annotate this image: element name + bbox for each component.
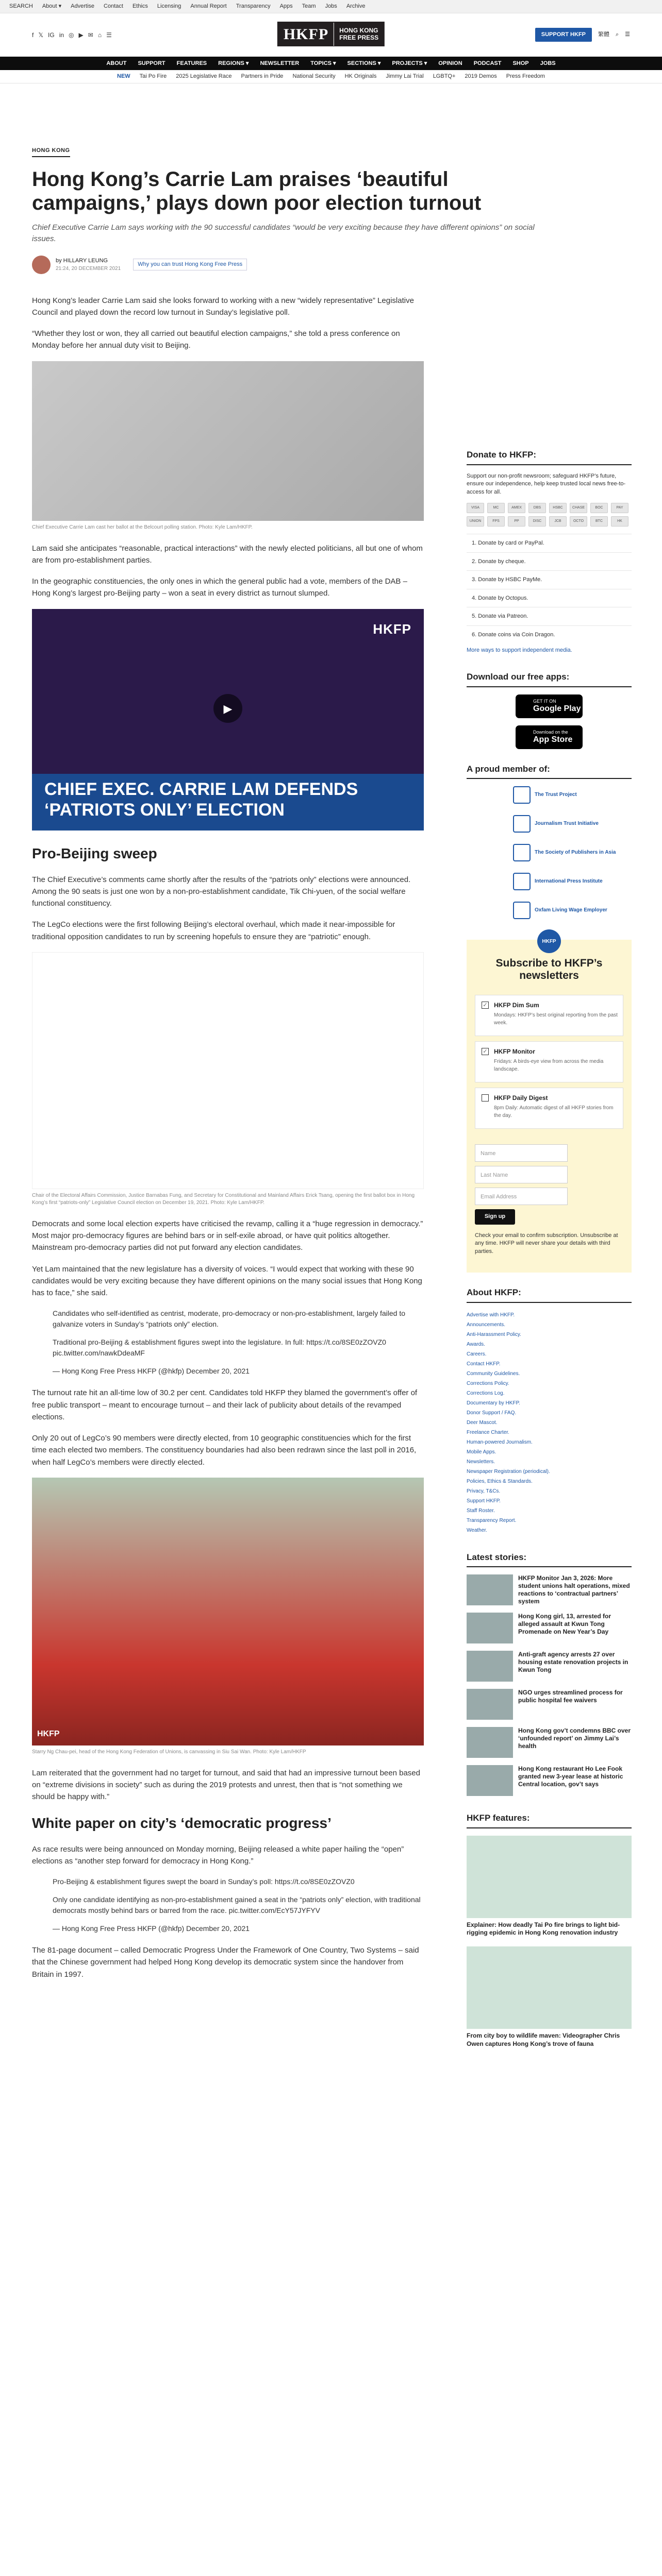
last-name-input[interactable]: Last Name	[475, 1166, 568, 1183]
newsletter-title: Subscribe to HKFP’s newsletters	[495, 957, 603, 982]
trending-new-label: NEW	[117, 73, 130, 80]
topbar-link[interactable]: Ethics	[132, 3, 148, 10]
checkbox[interactable]: ✓	[482, 1002, 489, 1009]
social-icon[interactable]: IG	[48, 31, 55, 39]
logo-mark: HKFP	[284, 23, 334, 46]
paragraph: “Whether they lost or won, they all carried out beautiful election campaigns,” she told a press conference on Monday before her annual duty visit to Beijing.	[32, 329, 400, 350]
about-link[interactable]: Corrections Policy.	[467, 1380, 509, 1386]
member-logo[interactable]	[513, 786, 632, 804]
story-title[interactable]: HKFP Monitor Jan 3, 2026: More student unions halt operations, mixed reactions to ‘contractual partners’ system	[518, 1574, 630, 1605]
topbar-link[interactable]: SEARCH	[9, 3, 33, 10]
story-thumbnail	[467, 1651, 513, 1682]
payment-icon: BTC	[590, 516, 608, 527]
nav-item[interactable]: NEWSLETTER	[260, 60, 300, 66]
payment-icon: VISA	[467, 503, 484, 513]
topbar-link[interactable]: Annual Report	[190, 3, 227, 10]
member-name: Oxfam Living Wage Employer	[535, 907, 607, 913]
member-icon	[513, 786, 531, 804]
social-icon[interactable]: f	[32, 31, 34, 39]
social-icon[interactable]: ☰	[106, 31, 112, 39]
option-name: HKFP Daily Digest	[494, 1094, 548, 1101]
author-name[interactable]: by HILLARY LEUNG	[56, 257, 108, 264]
nav-item[interactable]: PODCAST	[473, 60, 502, 66]
story-title[interactable]: Hong Kong girl, 13, arrested for alleged assault at Kwun Tong Promenade on New Year’s Day	[518, 1613, 611, 1636]
first-name-input[interactable]: Name	[475, 1144, 568, 1162]
logo-line2: FREE PRESS	[339, 34, 379, 41]
option-desc: 8pm Daily: Automatic digest of all HKFP stories from the day.	[494, 1105, 614, 1118]
article-standfirst: Chief Executive Carrie Lam says working with the 90 successful candidates “would be very exciting because they have different opinions” on social issues.	[32, 223, 535, 243]
more-support-link[interactable]: More ways to support independent media.	[467, 647, 572, 654]
tweet-text: Candidates who self-identified as centrist, moderate, pro-democracy or non-pro-establishment, largely failed to galvanize voters in Sunday’s “patriots only” election.	[53, 1309, 406, 1329]
payment-icon: DBS	[528, 503, 546, 513]
story-title[interactable]: Hong Kong gov’t condemns BBC over ‘unfounded report’ on Jimmy Lai’s health	[518, 1727, 631, 1750]
paragraph: Lam reiterated that the government had no target for turnout, and said that had an impressive turnout been based on “extreme divisions in society” such as during the 2019 protests and unrest, then that is “not something we should be happy with.”	[32, 1768, 420, 1802]
donate-option[interactable]: 5. Donate via Patreon.	[467, 607, 632, 625]
donate-text: Support our non-profit newsroom; safeguard HKFP’s future, ensure our independence, help keep trusted local news free-to-access for all.	[467, 472, 626, 496]
video-embed[interactable]	[32, 609, 424, 831]
member-icon	[513, 844, 531, 861]
nav-item[interactable]: FEATURES	[176, 60, 207, 66]
about-link[interactable]: Community Guidelines.	[467, 1370, 520, 1377]
section-heading: White paper on city’s ‘democratic progress’	[32, 1815, 332, 1831]
social-icon[interactable]: 𝕏	[38, 31, 44, 39]
video-banner: CHIEF EXEC. CARRIE LAM DEFENDS ‘PATRIOTS ONLY’ ELECTION	[32, 774, 424, 831]
sign-up-button[interactable]: Sign up	[475, 1209, 515, 1225]
about-link[interactable]: Deer Mascot.	[467, 1419, 498, 1426]
article-kicker[interactable]: HONG KONG	[32, 146, 70, 157]
payment-icon: PAY	[611, 503, 628, 513]
option-name: HKFP Monitor	[494, 1047, 535, 1055]
feature-item[interactable]	[467, 1946, 632, 2048]
hkfp-logo[interactable]	[277, 22, 385, 46]
topbar-link[interactable]: Archive	[346, 3, 366, 10]
about-link[interactable]: Support HKFP.	[467, 1498, 501, 1504]
trust-link[interactable]: Why you can trust Hong Kong Free Press	[133, 259, 247, 270]
story-item[interactable]	[467, 1613, 632, 1643]
feature-item[interactable]	[467, 1836, 632, 1937]
about-link[interactable]: Transparency Report.	[467, 1517, 517, 1523]
about-link[interactable]: Staff Roster.	[467, 1507, 495, 1514]
newsletter-option[interactable]	[475, 1088, 623, 1129]
paragraph: Lam said she anticipates “reasonable, practical interactions” with the newly elected politicians, all but one of whom are from pro-establishment parties.	[32, 544, 423, 565]
donate-heading: Donate to HKFP:	[467, 448, 632, 465]
nav-item[interactable]: PROJECTS ▾	[392, 60, 427, 66]
feature-image	[467, 1946, 632, 2029]
member-logo[interactable]	[513, 844, 632, 861]
paragraph: As race results were being announced on Monday morning, Beijing released a white paper hailing the “open” elections as “another step forward for democracy in Hong Kong.”	[32, 1844, 404, 1866]
photo-caption: Chair of the Electoral Affairs Commission, Justice Barnabas Fung, and Secretary for Constitutional and Mainland Affairs Erick Tsang, opening the first ballot box in Hong Kong’s first “patriots-only” Legislative Council election on December 19, 2021. Photo: Kyle Lam/HKFP.	[32, 1192, 415, 1206]
member-logo[interactable]	[513, 815, 632, 833]
option-desc: Mondays: HKFP’s best original reporting from the past week.	[494, 1012, 618, 1026]
donate-option[interactable]: 4. Donate by Octopus.	[467, 589, 632, 607]
paragraph: Hong Kong’s leader Carrie Lam said she looks forward to working with a new “widely representative” Legislative Council and played down the record low turnout in Sunday’s legislative poll.	[32, 296, 414, 317]
newsletter-note: Check your email to confirm subscription. Unsubscribe at any time. HKFP will never share your details with third parties.	[475, 1232, 618, 1255]
option-name: HKFP Dim Sum	[494, 1001, 539, 1009]
about-link[interactable]: Advertise with HKFP.	[467, 1312, 515, 1318]
payment-icon: AMEX	[508, 503, 525, 513]
newsletter-box	[467, 940, 632, 1273]
social-icon[interactable]: ▶	[78, 31, 84, 39]
article-photo	[32, 1478, 424, 1745]
member-name: Journalism Trust Initiative	[535, 821, 599, 827]
payment-icon: DISC	[528, 516, 546, 527]
about-link[interactable]: Freelance Charter.	[467, 1429, 509, 1435]
payment-icon: HSBC	[549, 503, 567, 513]
topbar-link[interactable]: Advertise	[71, 3, 95, 10]
member-logos	[467, 786, 632, 919]
trending-link[interactable]: 2025 Legislative Race	[176, 73, 232, 80]
paragraph: In the geographic constituencies, the only ones in which the general public had a vote, members of the DAB – Hong Kong’s largest pro-Beijing party – won a seat in every district as turnout slumped.	[32, 577, 407, 598]
story-thumbnail	[467, 1613, 513, 1643]
trending-link[interactable]: LGBTQ+	[433, 73, 456, 80]
about-link[interactable]: Mobile Apps.	[467, 1449, 496, 1455]
nav-item[interactable]: TOPICS ▾	[310, 60, 336, 66]
about-link[interactable]: Newspaper Registration (periodical).	[467, 1468, 550, 1475]
about-link[interactable]: Contact HKFP.	[467, 1361, 501, 1367]
social-links	[32, 30, 202, 40]
member-logo[interactable]	[513, 873, 632, 890]
about-link[interactable]: Policies, Ethics & Standards.	[467, 1478, 533, 1484]
tweet-embed[interactable]	[32, 1876, 424, 1934]
member-icon	[513, 902, 531, 919]
story-thumbnail	[467, 1727, 513, 1758]
story-item[interactable]	[467, 1727, 632, 1758]
paragraph: Democrats and some local election experts have criticised the revamp, calling it a “huge regression in democracy.” Most major pro-democracy figures are behind bars or in self-exile abroad, or have quit politics altogether. Mainstream pro-democracy parties did not put forward any election candidates.	[32, 1219, 423, 1252]
topbar-link[interactable]: Team	[302, 3, 316, 10]
article-title: Hong Kong’s Carrie Lam praises ‘beautiful campaigns,’ plays down poor election turnout	[32, 167, 482, 214]
payment-icon: FPS	[487, 516, 505, 527]
about-link[interactable]: Anti-Harassment Policy.	[467, 1331, 521, 1337]
tweet-text: Traditional pro-Beijing & establishment figures swept into the legislature. In full: https://t.co/8SE0zZOVZ0 pic.twitter.com/nawkDdeaMF	[53, 1338, 386, 1358]
top-utility-bar	[0, 0, 662, 13]
story-item[interactable]	[467, 1765, 632, 1796]
trending-link[interactable]: Tai Po Fire	[139, 73, 167, 80]
payment-icon: OCTO	[570, 516, 587, 527]
member-name: The Society of Publishers in Asia	[535, 850, 616, 856]
google-play-button[interactable]: GET IT ON Google Play	[516, 694, 583, 718]
paragraph: The turnout rate hit an all-time low of 30.2 per cent. Candidates told HKFP they blamed the government’s offer of free public transport – meant to encourage turnout – and their lack of publicity about details of the revamped elections.	[32, 1388, 418, 1421]
about-link[interactable]: Corrections Log.	[467, 1390, 505, 1396]
tweet-attribution[interactable]: — Hong Kong Free Press HKFP (@hkfp) December 20, 2021	[53, 1924, 250, 1933]
support-hkfp-button[interactable]: SUPPORT HKFP	[535, 28, 592, 42]
payment-icon: HK	[611, 516, 628, 527]
trending-link[interactable]: Jimmy Lai Trial	[386, 73, 424, 80]
article-photo	[32, 952, 424, 1189]
paragraph: Only 20 out of LegCo’s 90 members were directly elected, from 10 geographic constituencies which for the first time each elected two members. The constituency boundaries had also been redrawn since the last poll in 2016, when half LegCo’s members were directly elected.	[32, 1434, 417, 1467]
about-link[interactable]: Careers.	[467, 1351, 487, 1357]
social-icon[interactable]: ◎	[69, 31, 74, 39]
nav-item[interactable]: ABOUT	[106, 60, 127, 66]
section-heading: Pro-Beijing sweep	[32, 845, 157, 861]
trending-link[interactable]: HK Originals	[344, 73, 377, 80]
about-heading: About HKFP:	[467, 1286, 632, 1303]
latest-heading: Latest stories:	[467, 1551, 632, 1568]
member-icon	[513, 873, 531, 890]
payment-icon: PP	[508, 516, 525, 527]
donate-options	[467, 534, 632, 643]
main-nav	[0, 57, 662, 70]
feature-stories	[467, 1836, 632, 2048]
topbar-link[interactable]: Transparency	[236, 3, 271, 10]
nav-item[interactable]: SUPPORT	[138, 60, 166, 66]
payment-icon: JCB	[549, 516, 567, 527]
payment-icon: BOC	[590, 503, 608, 513]
paragraph: The LegCo elections were the first following Beijing’s electoral overhaul, which made it near-impossible for traditional opposition candidates to run by screening hopefuls to ensure they are “patriotic” enough.	[32, 920, 395, 941]
paragraph: The Chief Executive’s comments came shortly after the results of the “patriots only” elections were announced. Among the 90 seats is just one won by a non-pro-establishment candidate, Tik Chi-yuen, of the social welfare functional constituency.	[32, 875, 411, 908]
topbar-link[interactable]: Jobs	[325, 3, 337, 10]
story-item[interactable]	[467, 1651, 632, 1682]
hkfp-badge: HKFP	[537, 929, 561, 953]
topbar-link[interactable]: Apps	[279, 3, 293, 10]
nav-item[interactable]: SHOP	[512, 60, 529, 66]
apps-heading: Download our free apps:	[467, 670, 632, 687]
tweet-text: Only one candidate identifying as non-pro-establishment gained a seat in the “patriots only” election, with traditional democrats mostly behind bars or barred from the race. pic.twitter.com/EcY57JYFYV	[53, 1895, 421, 1914]
payment-icon: MC	[487, 503, 505, 513]
paragraph: Yet Lam maintained that the new legislature has a diversity of voices. “I would expect that working with these 90 candidates would be very exciting because they have different opinions on the many social issues that Hong Kong has to face,” she said.	[32, 1264, 422, 1297]
donate-option[interactable]: 2. Donate by cheque.	[467, 552, 632, 571]
member-icon	[513, 815, 531, 833]
tweet-embed[interactable]	[32, 1308, 424, 1377]
nav-item[interactable]: OPINION	[438, 60, 462, 66]
trending-link[interactable]: National Security	[292, 73, 336, 80]
story-item[interactable]	[467, 1574, 632, 1605]
menu-icon[interactable]: ☰	[625, 31, 630, 38]
story-thumbnail	[467, 1689, 513, 1720]
payment-icon: UNION	[467, 516, 484, 527]
about-link[interactable]: Documentary by HKFP.	[467, 1400, 520, 1406]
author-avatar	[32, 256, 51, 274]
member-logo[interactable]	[513, 902, 632, 919]
social-icon[interactable]: ⌂	[97, 31, 102, 39]
about-link[interactable]: Human-powered Journalism.	[467, 1439, 533, 1445]
feature-title[interactable]: Explainer: How deadly Tai Po fire brings to light bid-rigging epidemic in Hong Kong renovation industry	[467, 1921, 620, 1937]
photo-watermark: HKFP	[37, 1729, 60, 1738]
search-icon[interactable]: ⌕	[615, 31, 619, 38]
topbar-link[interactable]: About ▾	[42, 3, 62, 10]
story-thumbnail	[467, 1574, 513, 1605]
about-link[interactable]: Announcements.	[467, 1321, 506, 1328]
features-heading: HKFP features:	[467, 1811, 632, 1828]
nav-item[interactable]: REGIONS ▾	[218, 60, 249, 66]
social-icon[interactable]: in	[59, 31, 64, 39]
publish-date: 21:24, 20 DECEMBER 2021	[56, 266, 121, 272]
social-icon[interactable]: ✉	[88, 31, 93, 39]
payment-icons	[467, 503, 632, 527]
brand-row	[0, 13, 662, 57]
tweet-text: Pro-Beijing & establishment figures swept the board in Sunday’s poll: https://t.co/8SE0zZOVZ0	[53, 1877, 355, 1886]
trending-link[interactable]: Partners in Pride	[241, 73, 284, 80]
member-name: International Press Institute	[535, 878, 603, 885]
newsletter-option[interactable]	[475, 1041, 623, 1082]
video-logo: HKFP	[373, 621, 411, 637]
trending-bar	[0, 70, 662, 83]
topbar-link[interactable]: Licensing	[157, 3, 181, 10]
photo-caption: Starry Ng Chau-pei, head of the Hong Kong Federation of Unions, is canvassing in Siu Sai Wan. Photo: Kyle Lam/HKFP	[32, 1749, 306, 1755]
app-store-button[interactable]: Download on the App Store	[516, 725, 583, 749]
about-links	[467, 1310, 632, 1535]
email-input[interactable]: Email Address	[475, 1188, 568, 1205]
nav-item[interactable]: JOBS	[540, 60, 556, 66]
feature-title[interactable]: From city boy to wildlife maven: Videographer Chris Owen captures Hong Kong’s trove of fauna	[467, 2032, 620, 2047]
checkbox[interactable]	[482, 1094, 489, 1101]
donate-option[interactable]: 1. Donate by card or PayPal.	[467, 534, 632, 552]
member-heading: A proud member of:	[467, 762, 632, 779]
photo-caption: Chief Executive Carrie Lam cast her ballot at the Belcourt polling station. Photo: Kyle Lam/HKFP.	[32, 524, 253, 530]
paragraph: The 81-page document – called Democratic Progress Under the Framework of One Country, Two Systems – said that the Chinese government had helped Hong Kong develop its democratic system since the handover from Britain in 1997.	[32, 1946, 419, 1979]
trending-link[interactable]: Press Freedom	[506, 73, 545, 80]
feature-image	[467, 1836, 632, 1918]
about-link[interactable]: Weather.	[467, 1527, 487, 1533]
article-photo	[32, 361, 424, 521]
story-title[interactable]: NGO urges streamlined process for public hospital fee waivers	[518, 1689, 623, 1704]
language-toggle[interactable]: 繁體	[598, 31, 609, 38]
option-desc: Fridays: A birds-eye view from across the media landscape.	[494, 1058, 604, 1072]
about-link[interactable]: Donor Support / FAQ.	[467, 1410, 517, 1416]
donate-option[interactable]: 6. Donate coins via Coin Dragon.	[467, 625, 632, 644]
story-title[interactable]: Anti-graft agency arrests 27 over housing estate renovation projects in Kwun Tong	[518, 1651, 628, 1674]
tweet-attribution[interactable]: — Hong Kong Free Press HKFP (@hkfp) December 20, 2021	[53, 1367, 250, 1376]
trending-link[interactable]: 2019 Demos	[465, 73, 497, 80]
newsletter-option[interactable]	[475, 995, 623, 1036]
sidebar	[467, 448, 632, 2057]
member-name: The Trust Project	[535, 792, 577, 798]
nav-item[interactable]: SECTIONS ▾	[347, 60, 381, 66]
checkbox[interactable]: ✓	[482, 1048, 489, 1055]
donate-option[interactable]: 3. Donate by HSBC PayMe.	[467, 570, 632, 589]
story-item[interactable]	[467, 1689, 632, 1720]
payment-icon: CHASE	[570, 503, 587, 513]
about-link[interactable]: Newsletters.	[467, 1459, 495, 1465]
story-title[interactable]: Hong Kong restaurant Ho Lee Fook granted new 3-year lease at historic Central location, gov’t says	[518, 1765, 623, 1788]
logo-line1: HONG KONG	[339, 26, 378, 34]
topbar-link[interactable]: Contact	[104, 3, 123, 10]
latest-stories	[467, 1574, 632, 1796]
story-thumbnail	[467, 1765, 513, 1796]
play-icon[interactable]: ▶	[213, 694, 242, 723]
about-link[interactable]: Privacy, T&Cs.	[467, 1488, 501, 1494]
byline	[32, 256, 424, 274]
about-link[interactable]: Awards.	[467, 1341, 485, 1347]
